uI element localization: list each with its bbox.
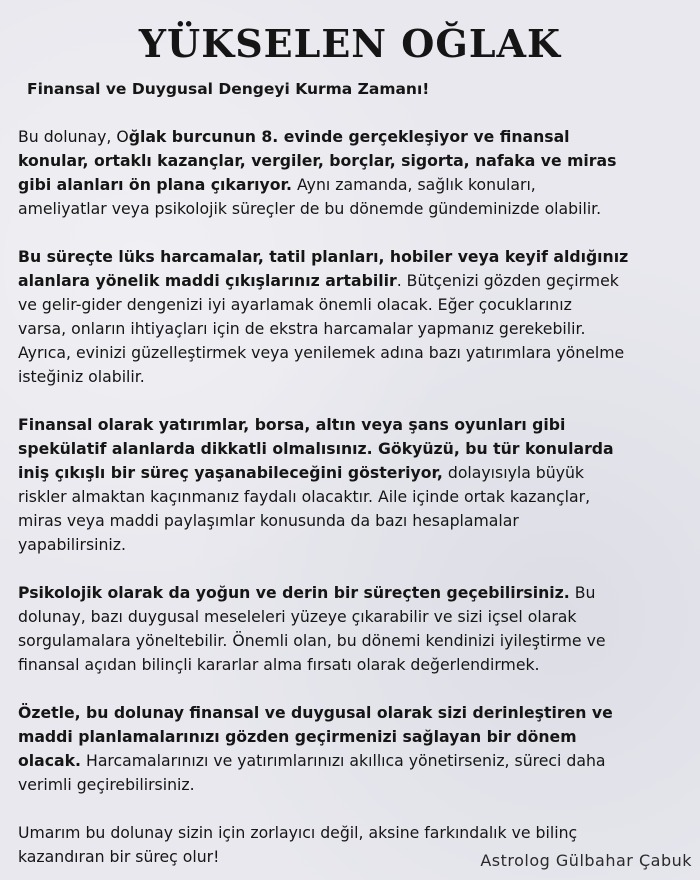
bold-text: spekülatif alanlarda dikkatli olmalısınız. Gökyüzü, bu tür konularda <box>18 439 614 458</box>
text-line <box>18 461 688 485</box>
subtitle: Finansal ve Duygusal Dengeyi Kurma Zamanı! <box>27 80 430 98</box>
text-line <box>18 173 688 197</box>
text-line <box>18 821 688 845</box>
text: verimli geçirebilirsiniz. <box>18 775 195 794</box>
text-line <box>18 341 688 365</box>
text: riskler almaktan kaçınmanız faydalı olacaktır. Aile içinde ortak kazançlar, <box>18 487 591 506</box>
text: Umarım bu dolunay sizin için zorlayıcı değil, aksine farkındalık ve bilinç <box>18 823 578 842</box>
text: Harcamalarınızı ve yatırımlarınızı akıllıca yönetirseniz, süreci daha <box>81 751 606 770</box>
text: kazandıran bir süreç olur! <box>18 847 220 866</box>
paragraph <box>18 701 688 797</box>
text: dolayısıyla büyük <box>442 463 585 482</box>
text: Bu <box>569 583 596 602</box>
text: yapabilirsiniz. <box>18 535 127 554</box>
bold-text: Psikolojik olarak da yoğun ve derin bir süreçten geçebilirsiniz. <box>18 583 570 602</box>
text: isteğiniz olabilir. <box>18 367 145 386</box>
text: ameliyatlar veya psikolojik süreçler de bu dönemde gündeminizde olabilir. <box>18 199 602 218</box>
text: Bu dolunay, O <box>18 127 129 146</box>
text-line <box>18 605 688 629</box>
text-line <box>18 629 688 653</box>
bold-text: Özetle, bu dolunay finansal ve duygusal olarak sizi derinleştiren ve <box>18 703 613 722</box>
bold-text: gibi alanları ön plana çıkarıyor. <box>18 175 293 194</box>
text-line <box>18 317 688 341</box>
text: dolunay, bazı duygusal meseleleri yüzeye çıkarabilir ve sizi içsel olarak <box>18 607 577 626</box>
text-line <box>18 125 688 149</box>
text-line <box>18 365 688 389</box>
text: sorgulamalara yöneltebilir. Önemli olan, bu dönemi kendinizi iyileştirme ve <box>18 631 606 650</box>
text: Ayrıca, evinizi güzelleştirmek veya yenilemek adına bazı yatırımlara yönelme <box>18 343 625 362</box>
text-line <box>18 509 688 533</box>
bold-text: Bu süreçte lüks harcamalar, tatil planları, hobiler veya keyif aldığınız <box>18 247 629 266</box>
bold-text: ğlak burcunun 8. evinde gerçekleşiyor ve finansal <box>128 127 570 146</box>
paragraph <box>18 125 688 221</box>
bold-text: konular, ortaklı kazançlar, vergiler, borçlar, sigorta, nafaka ve miras <box>18 151 617 170</box>
text: varsa, onların ihtiyaçları için de ekstra harcamalar yapmanız gerekebilir. <box>18 319 586 338</box>
text-line <box>18 485 688 509</box>
paragraph <box>18 581 688 677</box>
text-line <box>18 725 688 749</box>
bold-text: Finansal olarak yatırımlar, borsa, altın veya şans oyunları gibi <box>18 415 566 434</box>
paragraph <box>18 413 688 557</box>
paragraph <box>18 245 688 389</box>
bold-text: iniş çıkışlı bir süreç yaşanabileceğini gösteriyor, <box>18 463 443 482</box>
text-line <box>18 533 688 557</box>
text: . Bütçenizi gözden geçirmek <box>396 271 619 290</box>
author-signature: Astrolog Gülbahar Çabuk <box>480 851 692 870</box>
text-line <box>18 269 688 293</box>
text-line <box>18 149 688 173</box>
page-title: YÜKSELEN OĞLAK <box>138 21 562 66</box>
text-line <box>18 581 688 605</box>
text: miras veya maddi paylaşımlar konusunda da bazı hesaplamalar <box>18 511 519 530</box>
text: finansal açıdan bilinçli kararlar alma fırsatı olarak değerlendirmek. <box>18 655 540 674</box>
text-line <box>18 437 688 461</box>
text-line <box>18 245 688 269</box>
text-line <box>18 197 688 221</box>
bold-text: olacak. <box>18 751 82 770</box>
text: Aynı zamanda, sağlık konuları, <box>292 175 536 194</box>
text-line <box>18 749 688 773</box>
text-line <box>18 773 688 797</box>
bold-text: alanlara yönelik maddi çıkışlarınız artabilir <box>18 271 397 290</box>
text: ve gelir-gider dengenizi iyi ayarlamak önemli olacak. Eğer çocuklarınız <box>18 295 572 314</box>
text-line <box>18 701 688 725</box>
text-line <box>18 293 688 317</box>
text-line <box>18 653 688 677</box>
text-line <box>18 413 688 437</box>
bold-text: maddi planlamalarınızı gözden geçirmenizi sağlayan bir dönem <box>18 727 577 746</box>
